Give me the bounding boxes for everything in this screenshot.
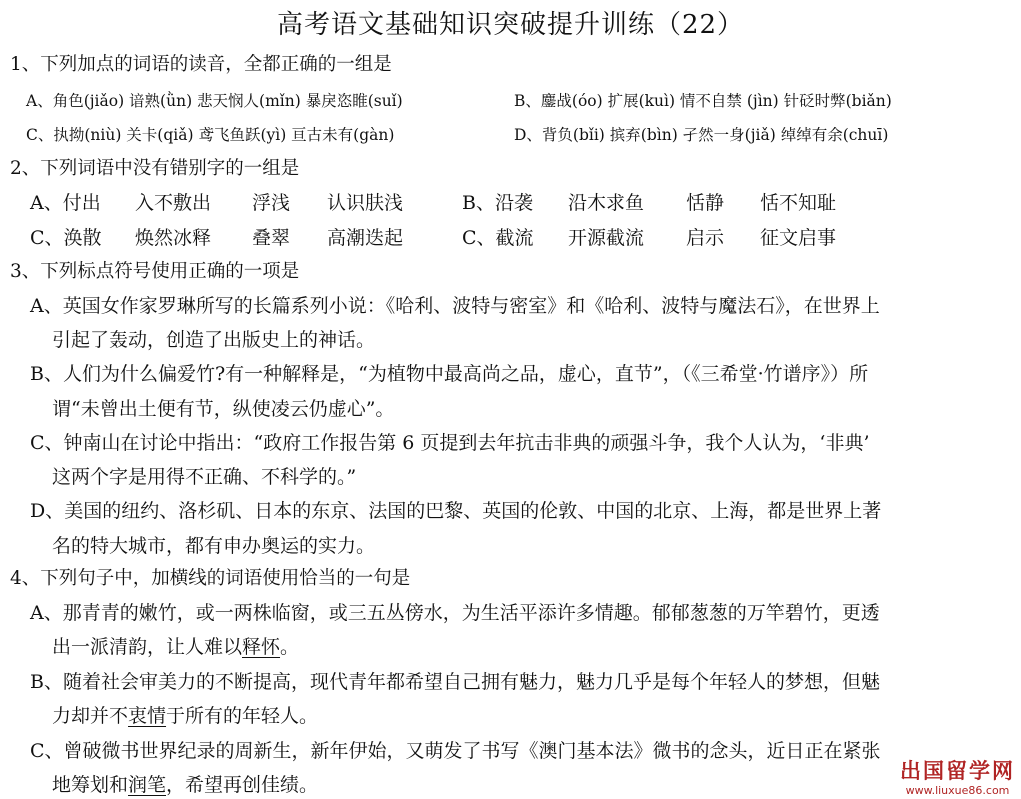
question-2-stem: 2、下列词语中没有错别字的一组是 xyxy=(10,158,300,179)
site-watermark xyxy=(900,755,1015,797)
underlined-word: 润笔 xyxy=(128,774,167,796)
question-3-option-b: B、人们为什么偏爱竹?有一种解释是，“为植物中最高尚之品，虚心，直节”，（《三希堂·竹谱序》）所 xyxy=(30,363,869,385)
question-1-option-b: B、鏖战(óo) 扩展(kuì) 情不自禁 (jìn) 针砭时弊(biǎn) xyxy=(514,92,892,110)
question-4-option-c-cont xyxy=(52,770,318,797)
question-4-stem: 4、下列句子中，加横线的词语使用恰当的一句是 xyxy=(10,568,411,589)
text-segment: 地筹划和 xyxy=(52,774,129,796)
word-cell: 征文启事 xyxy=(760,227,837,249)
question-3-option-d-cont: 名的特大城市，都有申办奥运的实力。 xyxy=(52,535,376,557)
word-cell: 焕然冰释 xyxy=(135,227,212,249)
question-1-option-a: A、角色(jiǎo) 谙熟(ǜn) 悲天悯人(mǐn) 暴戾恣睢(suǐ) xyxy=(26,92,403,110)
question-1-option-d: D、背负(bǐi) 摈弃(bìn) 孑然一身(jiǎ) 绰绰有余(chuī) xyxy=(514,126,889,144)
word-cell: 沿木求鱼 xyxy=(568,192,645,214)
question-3-option-c-cont: 这两个字是用得不正确、不科学的。” xyxy=(52,466,357,488)
question-3-option-c: C、钟南山在讨论中指出：“政府工作报告第 6 页提到去年抗击非典的顽强斗争，我个人认为，‘非典’ xyxy=(30,432,870,454)
word-cell: 叠翠 xyxy=(252,227,291,249)
question-1-option-c: C、执拗(niù) 关卡(qiǎ) 鸢飞鱼跃(yì) 亘古未有(gàn) xyxy=(26,126,395,144)
question-3-stem: 3、下列标点符号使用正确的一项是 xyxy=(10,261,300,282)
word-cell: 入不敷出 xyxy=(135,192,212,214)
text-segment: 出一派清韵，让人难以 xyxy=(52,636,243,658)
word-cell: C、涣散 xyxy=(30,227,102,249)
word-cell: C、截流 xyxy=(462,227,534,249)
text-segment: 力却并不 xyxy=(52,705,129,727)
word-cell: 启示 xyxy=(686,227,725,249)
text-segment: ，希望再创佳绩。 xyxy=(166,774,319,796)
question-4-option-a: A、那青青的嫩竹，或一两株临窗，或三五丛傍水，为生活平添许多情趣。郁郁葱葱的万竿碧竹，更透 xyxy=(30,602,880,624)
underlined-word: 衷情 xyxy=(128,705,167,727)
page-title: 高考语文基础知识突破提升训练（22） xyxy=(276,10,745,40)
watermark-url: www.liuxue86.com xyxy=(905,784,1010,797)
word-cell: 恬静 xyxy=(686,192,725,214)
word-cell: 高潮迭起 xyxy=(327,227,404,249)
question-3-option-b-cont: 谓“未曾出土便有节，纵使凌云仍虚心”。 xyxy=(52,398,395,420)
question-1-stem: 1、下列加点的词语的读音，全都正确的一组是 xyxy=(10,54,392,75)
question-4-option-b-cont xyxy=(52,701,318,728)
word-cell: 开源截流 xyxy=(568,227,645,249)
question-4-option-a-cont xyxy=(52,632,299,659)
word-cell: A、付出 xyxy=(30,192,101,214)
word-cell: 浮浅 xyxy=(252,192,291,214)
word-cell: 恬不知耻 xyxy=(760,192,837,214)
word-cell: B、沿袭 xyxy=(462,192,533,214)
text-segment: 。 xyxy=(280,636,300,658)
underlined-word: 释怀 xyxy=(242,636,281,658)
question-3-option-a-cont: 引起了轰动，创造了出版史上的神话。 xyxy=(52,329,376,351)
question-4-option-c: C、曾破微书世界纪录的周新生，新年伊始，又萌发了书写《澳门基本法》微书的念头，近日正在紧张 xyxy=(30,740,881,762)
question-3-option-d: D、美国的纽约、洛杉矶、日本的东京、法国的巴黎、英国的伦敦、中国的北京、上海，都是世界上著 xyxy=(30,500,882,522)
text-segment: 于所有的年轻人。 xyxy=(166,705,319,727)
watermark-text: 出国留学网 xyxy=(900,759,1015,783)
word-cell: 认识肤浅 xyxy=(327,192,404,214)
question-4-option-b: B、随着社会审美力的不断提高，现代青年都希望自己拥有魅力，魅力几乎是每个年轻人的梦想，但魅 xyxy=(30,671,880,693)
question-3-option-a: A、英国女作家罗琳所写的长篇系列小说：《哈利、波特与密室》和《哈利、波特与魔法石》，在世界上 xyxy=(30,295,880,317)
